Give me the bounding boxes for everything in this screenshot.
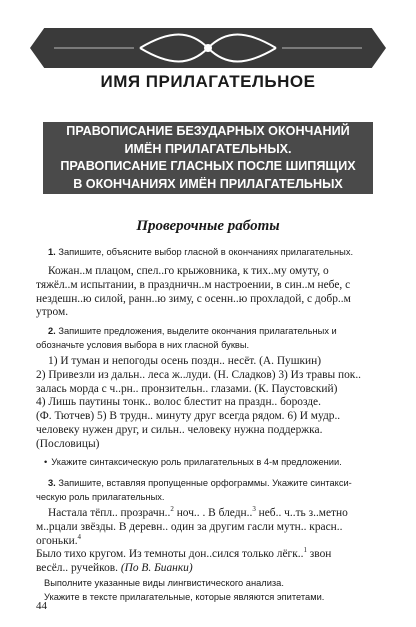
exercise-line	[36, 562, 386, 576]
task-3-extra	[44, 577, 394, 604]
superscript: 3	[252, 505, 256, 514]
ornament-icon	[30, 28, 386, 68]
exercise-line: 1) И туман и непогоды осень поздн.. несёт. (А. Пушкин)	[48, 355, 322, 367]
task-text: ческую роль прилагательных.	[36, 491, 165, 502]
extra-instruction: Укажите в тексте прилагательные, которые являются эпитетами.	[44, 591, 325, 602]
task-text: обозначьте условия выбора в них гласной буквы.	[36, 339, 250, 350]
task-text: Запишите, объясните выбор гласной в окончаниях прилагательных.	[58, 247, 354, 257]
text-run: огоньки.	[36, 534, 78, 547]
topic-title-box	[43, 122, 373, 194]
text-run: неб.. ч..ть з..метно	[255, 507, 348, 519]
task-text: Запишите, вставляя пропущенные орфограммы. Укажите синтакси-	[58, 478, 352, 488]
exercise-line: 2) Привезли из дальн.. леса ж..луди. (Н. Сладков) 3) Из травы пок..	[36, 368, 362, 381]
text-run: Настала тёпл.. прозрачн..	[48, 507, 171, 519]
superscript: 2	[170, 505, 174, 514]
text-run: ноч.. . В бледн..	[173, 507, 253, 519]
exercise-line: тяжёл..м испытании, в праздничн..м настроении, в син..м небе, с	[36, 278, 351, 291]
page-number: 44	[36, 600, 47, 612]
exercise-line	[36, 507, 386, 521]
superscript: 1	[303, 546, 307, 555]
task-number: 2.	[48, 326, 56, 336]
exercise-line	[36, 548, 386, 562]
exercise-line: Кожан..м плацом, спел..го крыжовника, к тих..му омуту, о	[48, 265, 329, 277]
task-3-instruction	[36, 477, 386, 504]
superscript: 4	[77, 532, 82, 541]
exercise-line: человеку нужен друг, и сильн.. человеку нужна поддержка.	[36, 423, 323, 436]
exercise-line	[36, 532, 386, 549]
task-3-exercise	[36, 507, 386, 576]
exercise-line: утром.	[36, 306, 69, 319]
text-run: весёл.. ручейков.	[36, 562, 118, 575]
exercise-line: нездешн..ю силой, ранн..ю зиму, с осенн..ю прохладой, с добр..м	[36, 292, 351, 305]
task-number: 1.	[48, 247, 56, 257]
task-2-bullet: • Укажите синтаксическую роль прилагательных в 4-м предложении.	[44, 457, 394, 467]
chapter-title: ИМЯ ПРИЛАГАТЕЛЬНОЕ	[100, 72, 316, 91]
extra-instruction: Выполните указанные виды лингвистического анализа.	[44, 578, 284, 588]
text-run: звон	[306, 548, 332, 561]
text-run: м..рцали звёзды. В деревн.. один за другим гасли мутн.. красн..	[36, 520, 343, 533]
topic-line: ПРАВОПИСАНИЕ ГЛАСНЫХ ПОСЛЕ ШИПЯЩИХ	[60, 159, 356, 173]
section-title: Проверочные работы	[136, 218, 280, 234]
exercise-line	[36, 521, 386, 535]
topic-line: ПРАВОПИСАНИЕ БЕЗУДАРНЫХ ОКОНЧАНИЙ	[66, 124, 350, 138]
source-citation: (По В. Бианки)	[120, 562, 193, 575]
exercise-line: залась морда с ч..рн.. пронзительн.. глазами. (К. Паустовский)	[36, 382, 338, 395]
text-run: Было тихо кругом. Из темноты дон..сился только лёгк..	[36, 548, 304, 561]
topic-line: ИМЁН ПРИЛАГАТЕЛЬНЫХ.	[124, 141, 292, 156]
decorative-banner	[30, 28, 386, 68]
exercise-line: (Ф. Тютчев) 5) В трудн.. минуту друг всегда рядом. 6) И мудр..	[36, 410, 341, 423]
task-2-instruction	[36, 325, 386, 352]
task-1-instruction	[36, 246, 386, 260]
exercise-line: 4) Лишь паутины тонк.. волос блестит на праздн.. борозде.	[36, 396, 321, 409]
exercise-line: (Пословицы)	[36, 437, 100, 450]
task-1-exercise	[36, 265, 386, 320]
topic-line: В ОКОНЧАНИЯХ ИМЁН ПРИЛАГАТЕЛЬНЫХ	[73, 176, 343, 191]
task-text: Запишите предложения, выделите окончания прилагательных и	[58, 326, 337, 336]
task-2-exercise	[36, 355, 386, 452]
task-number: 3.	[48, 478, 56, 488]
